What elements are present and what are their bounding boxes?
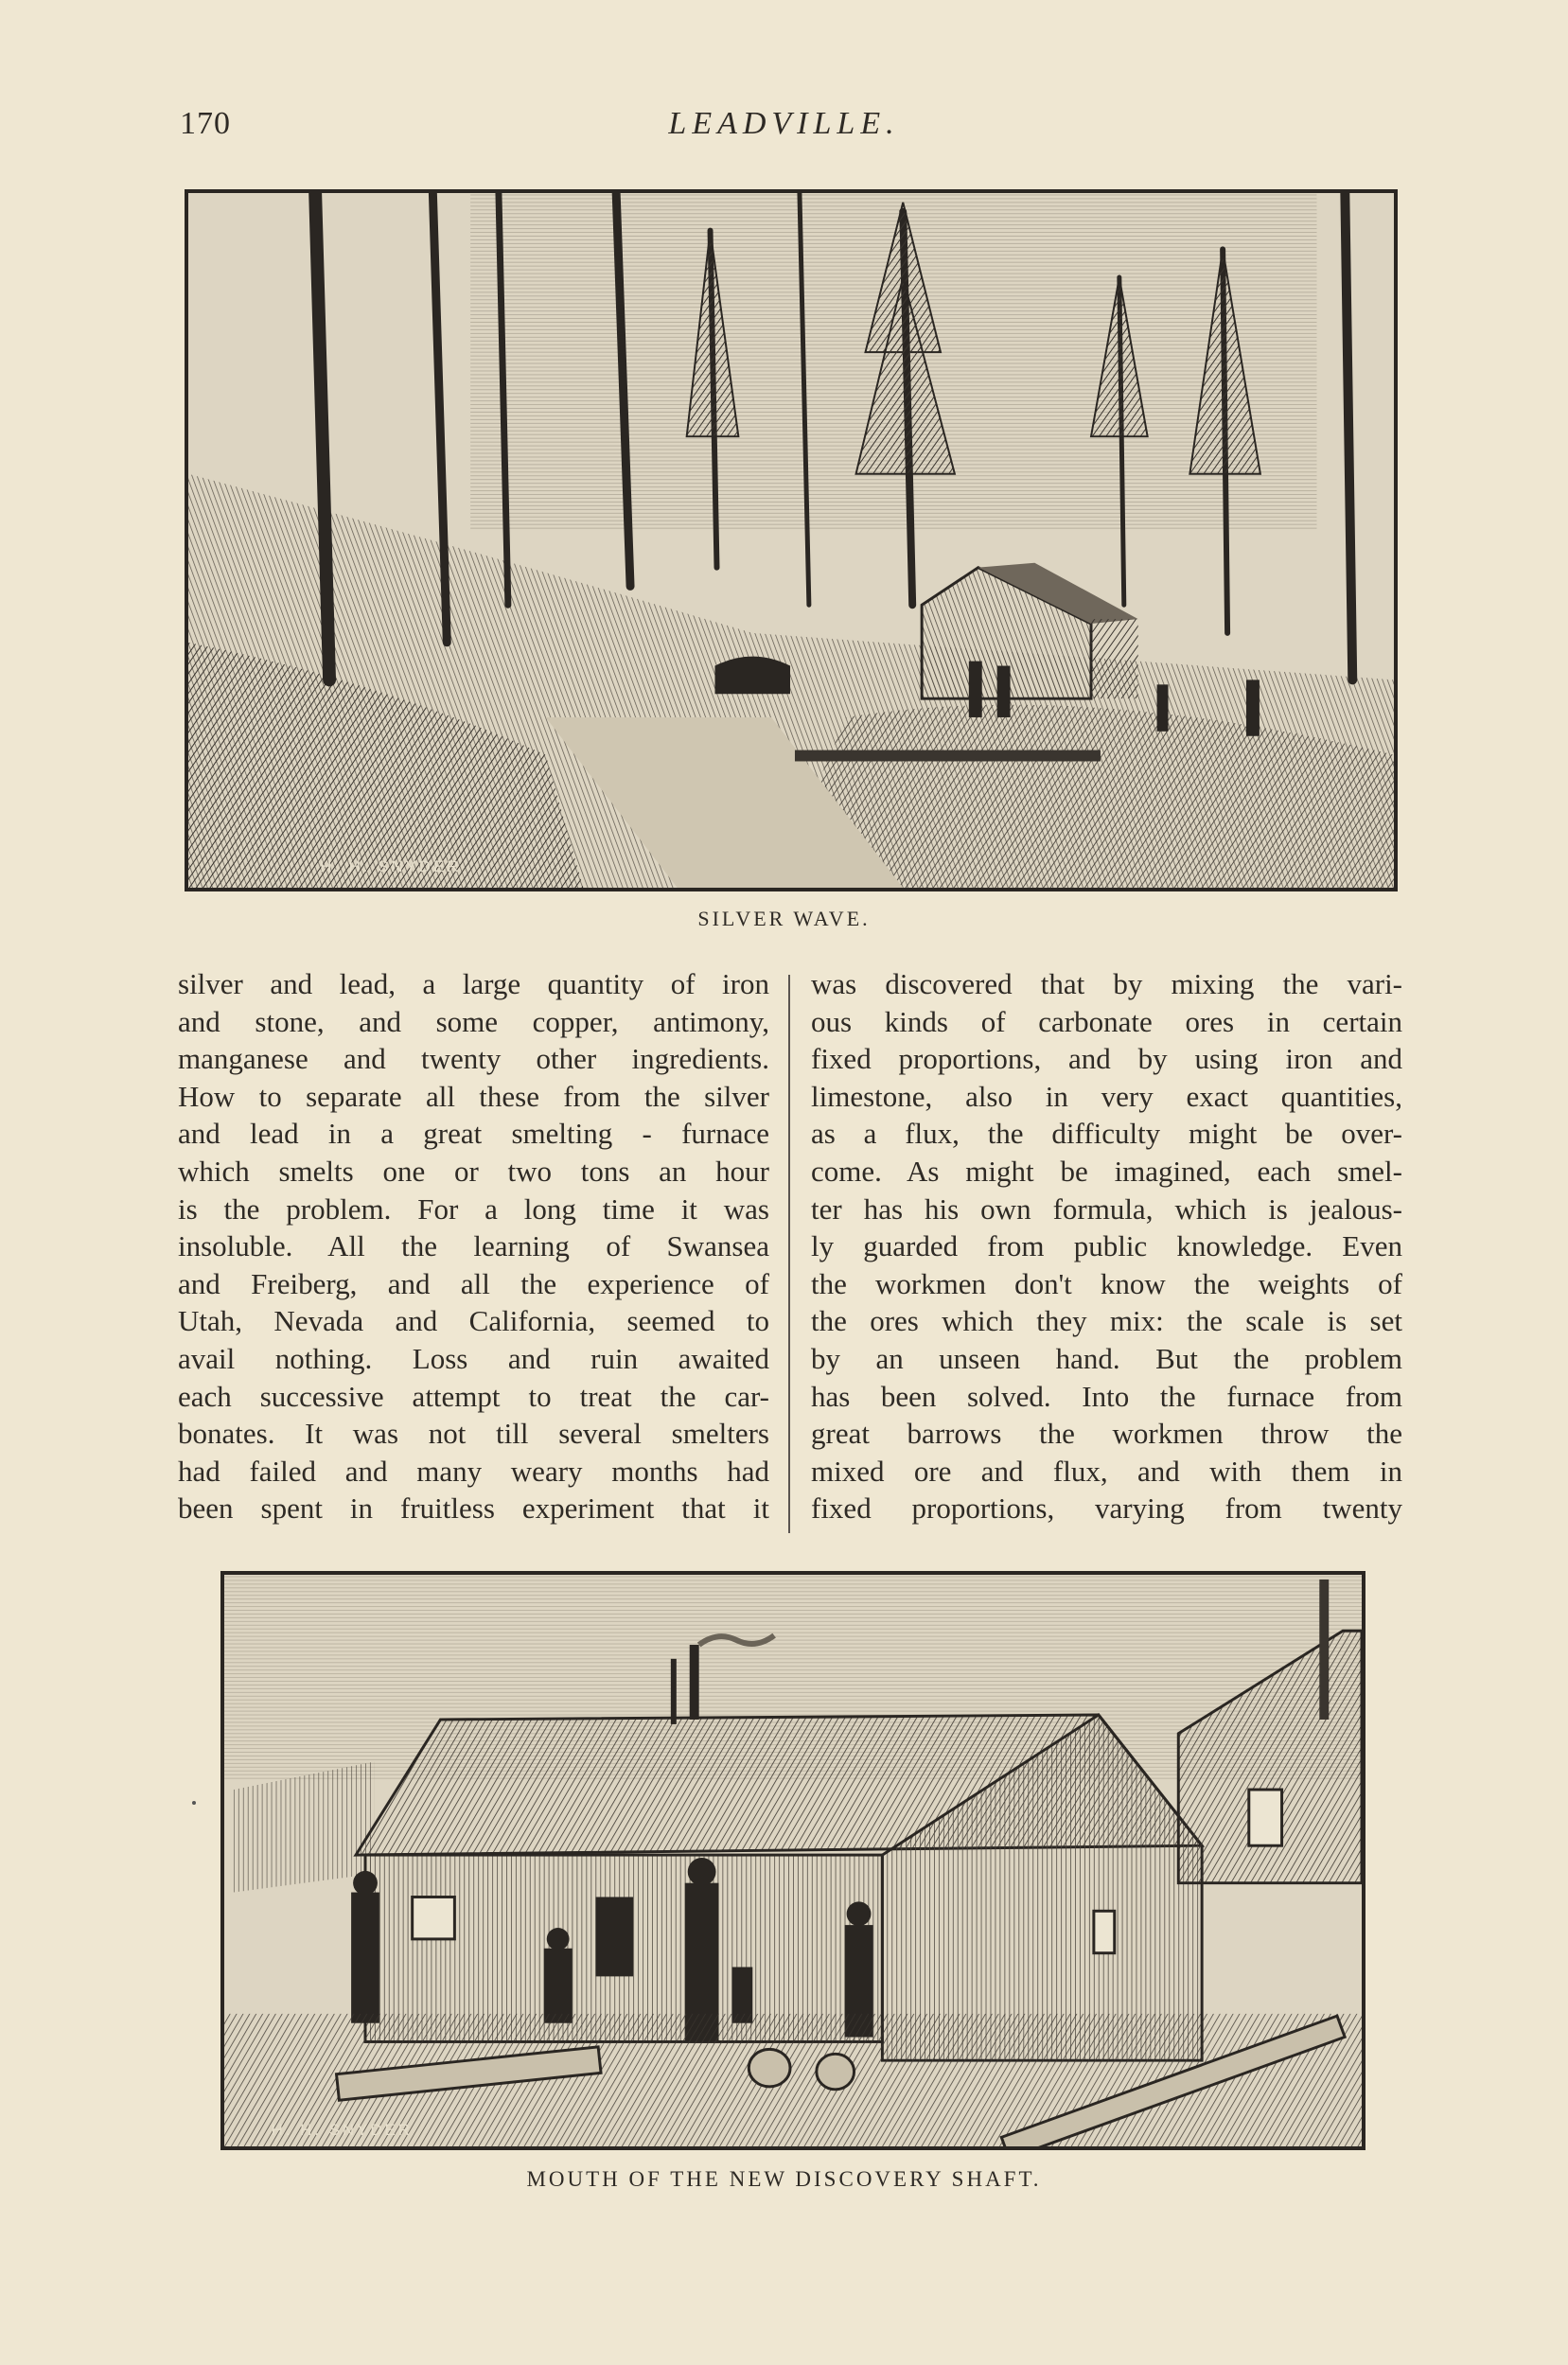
text-line: the ores which they mix: the scale is set — [811, 1304, 1402, 1338]
text-line: silver and lead, a large quantity of iron — [178, 967, 769, 1000]
text-line: limestone, also in very exact quantities, — [811, 1079, 1402, 1113]
text-line: avail nothing. Loss and ruin awaited — [178, 1341, 769, 1375]
text-line: ter has his own formula, which is jealous- — [811, 1191, 1402, 1226]
text-line: by an unseen hand. But the problem — [811, 1341, 1402, 1375]
text-line: mixed ore and flux, and with them in — [811, 1454, 1402, 1488]
figure-caption-discovery-shaft: MOUTH OF THE NEW DISCOVERY SHAFT. — [526, 2167, 1042, 2191]
text-line: and lead in a great smelting - furnace — [178, 1117, 769, 1151]
text-line: insoluble. All the learning of Swansea — [178, 1229, 769, 1263]
text-line: and stone, and some copper, antimony, — [178, 1004, 769, 1038]
text-line: ly guarded from public knowledge. Even — [811, 1229, 1402, 1263]
text-line: been spent in fruitless experiment that it — [178, 1491, 769, 1526]
figure-caption-silver-wave: SILVER WAVE. — [697, 907, 871, 930]
text-line: bonates. It was not till several smelters — [178, 1417, 769, 1451]
text-line: great barrows the workmen throw the — [811, 1417, 1402, 1451]
text-column-right — [811, 965, 1402, 1527]
text-line: each successive attempt to treat the car- — [178, 1379, 769, 1413]
running-head: LEADVILLE. — [668, 106, 900, 141]
discovery-shaft-engraving — [220, 1571, 1365, 2150]
text-line: has been solved. Into the furnace from — [811, 1379, 1402, 1413]
text-line: ous kinds of carbonate ores in certain — [811, 1004, 1402, 1038]
text-line: fixed proportions, varying from twenty — [811, 1491, 1402, 1526]
page-number: 170 — [180, 106, 231, 141]
text-line: the workmen don't know the weights of — [811, 1266, 1402, 1300]
print-speck — [192, 1801, 196, 1805]
text-line: Utah, Nevada and California, seemed to — [178, 1304, 769, 1338]
column-divider — [788, 975, 790, 1533]
text-line: as a flux, the difficulty might be over- — [811, 1117, 1402, 1151]
text-column-left — [178, 965, 769, 1527]
silver-wave-engraving — [185, 189, 1398, 891]
text-line: and Freiberg, and all the experience of — [178, 1266, 769, 1300]
text-line: which smelts one or two tons an hour — [178, 1154, 769, 1188]
text-line: is the problem. For a long time it was — [178, 1191, 769, 1226]
text-line: come. As might be imagined, each smel- — [811, 1154, 1402, 1188]
text-line: had failed and many weary months had — [178, 1454, 769, 1488]
engraver-signature: H. H. SNYDER — [320, 857, 462, 876]
text-line: was discovered that by mixing the vari- — [811, 967, 1402, 1000]
text-line: manganese and twenty other ingredients. — [178, 1042, 769, 1076]
text-line: How to separate all these from the silver — [178, 1079, 769, 1113]
text-line: fixed proportions, and by using iron and — [811, 1042, 1402, 1076]
engraver-signature: H. H. SNYDER — [271, 2121, 413, 2140]
